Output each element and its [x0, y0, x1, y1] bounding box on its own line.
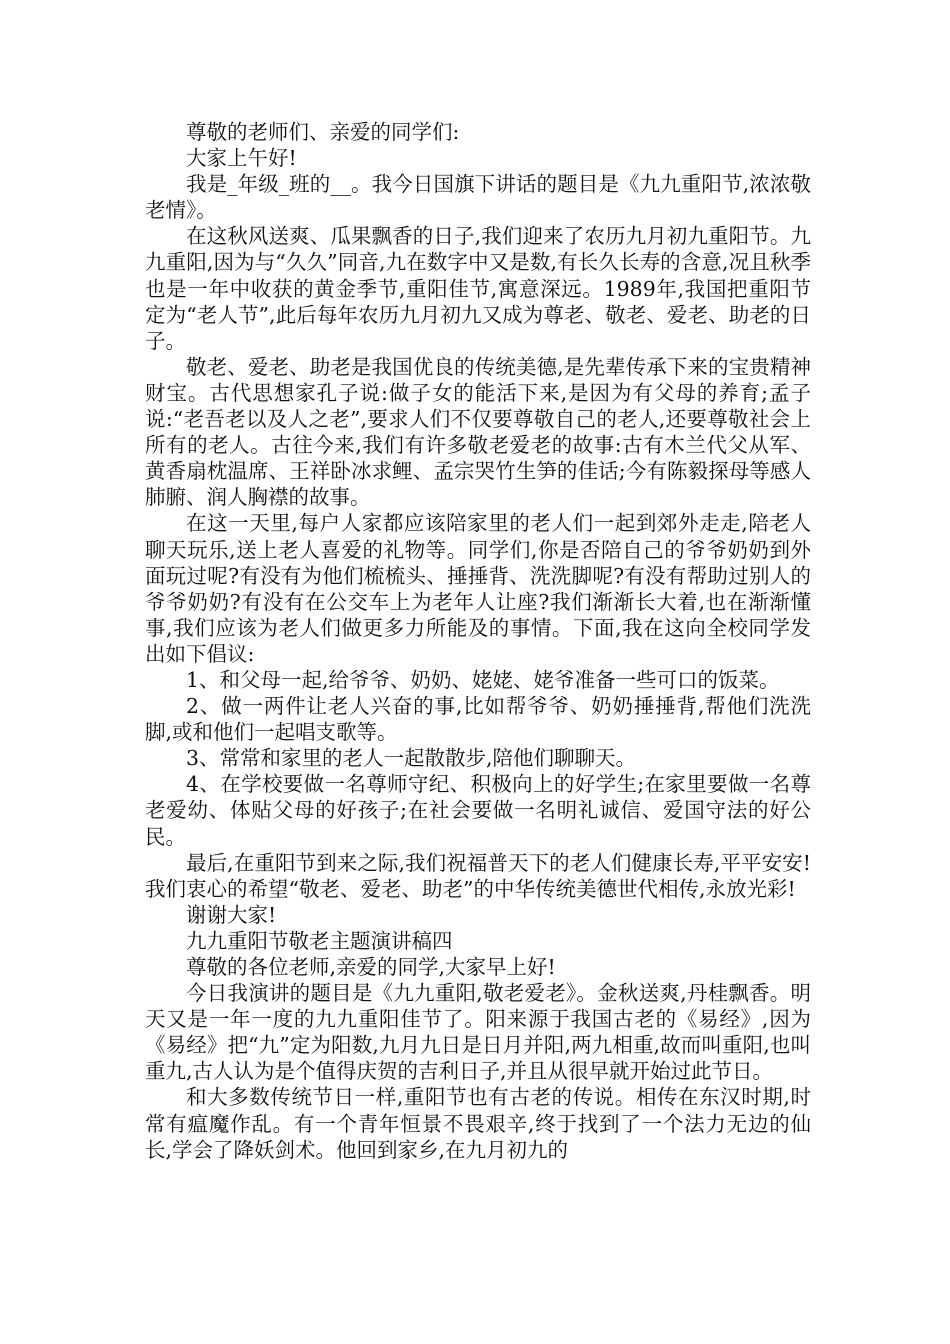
body-paragraph: 今日我演讲的题目是《九九重阳,敬老爱老》。金秋送爽,丹桂飘香。明天又是一年一度的九九重阳佳节了。阳来源于我国古老的《易经》,因为《易经》把“九”定为阳数,九月九日是日月并阳,两九相重,故而叫重阳,也叫重九,古人认为是个值得庆贺的吉利日子,并且从很早就开始过此节日。: [145, 981, 811, 1084]
section-title: 九九重阳节敬老主题演讲稿四: [186, 928, 453, 953]
thanks-line: 谢谢大家!: [186, 902, 277, 927]
closing-paragraph: 最后,在重阳节到来之际,我们祝福普天下的老人们健康长寿,平平安安!我们衷心的希望“敬老、爱老、助老”的中华传统美德世代相传,永放光彩!: [145, 850, 811, 901]
proposal-item: 4、在学校要做一名尊师守纪、积极向上的好学生;在家里要做一名尊老爱幼、体贴父母的好孩子;在社会要做一名明礼诚信、爱国守法的好公民。: [145, 772, 811, 849]
body-paragraph: 和大多数传统节日一样,重阳节也有古老的传说。相传在东汉时期,时常有瘟魔作乱。有一个青年恒景不畏艰辛,终于找到了一个法力无边的仙长,学会了降妖剑术。他回到家乡,在九月初九的: [145, 1085, 811, 1162]
proposal-item: 1、和父母一起,给爷爷、奶奶、姥姥、姥爷准备一些可口的饭菜。: [186, 667, 780, 692]
greeting-line: 尊敬的各位老师,亲爱的同学,大家早上好!: [186, 955, 556, 979]
body-paragraph: 在这秋风送爽、瓜果飘香的日子,我们迎来了农历九月初九重阳节。九九重阳,因为与“久久”同音,九在数字中又是数,有长久长寿的含意,况且秋季也是一年中收获的黄金季节,重阳佳节,寓意深远。1989年,我国把重阳节定为“老人节”,此后每年农历九月初九又成为尊老、敬老、爱老、助老的日子。: [145, 224, 811, 353]
body-paragraph: 在这一天里,每户人家都应该陪家里的老人们一起到郊外走走,陪老人聊天玩乐,送上老人喜爱的礼物等。同学们,你是否陪自己的爷爷奶奶到外面玩过呢?有没有为他们梳梳头、捶捶背、洗洗脚呢?有没有帮助过别人的爷爷奶奶?有没有在公交车上为老年人让座?我们渐渐长大着,也在渐渐懂事,我们应该为老人们做更多力所能及的事情。下面,我在这向全校同学发出如下倡议:: [145, 511, 811, 666]
greeting-line: 尊敬的老师们、亲爱的同学们:: [186, 120, 460, 144]
salutation-line: 大家上午好!: [186, 146, 297, 171]
intro-paragraph: 我是_年级_班的__。我今日国旗下讲话的题目是《九九重阳节,浓浓敬老情》。: [145, 172, 811, 223]
proposal-item: 2、做一两件让老人兴奋的事,比如帮爷爷、奶奶捶捶背,帮他们洗洗脚,或和他们一起唱支歌等。: [145, 694, 811, 745]
body-paragraph: 敬老、爱老、助老是我国优良的传统美德,是先辈传承下来的宝贵精神财宝。古代思想家孔子说:做子女的能活下来,是因为有父母的养育;孟子说:“老吾老以及人之老”,要求人们不仅要尊敬自己的老人,还要尊敬社会上所有的老人。古往今来,我们有许多敬老爱老的故事:古有木兰代父从军、黄香扇枕温席、王祥卧冰求鲤、孟宗哭竹生笋的佳话;今有陈毅探母等感人肺腑、润人胸襟的故事。: [145, 354, 811, 510]
document-body: [145, 119, 811, 1163]
proposal-item: 3、常常和家里的老人一起散散步,陪他们聊聊天。: [186, 746, 637, 771]
